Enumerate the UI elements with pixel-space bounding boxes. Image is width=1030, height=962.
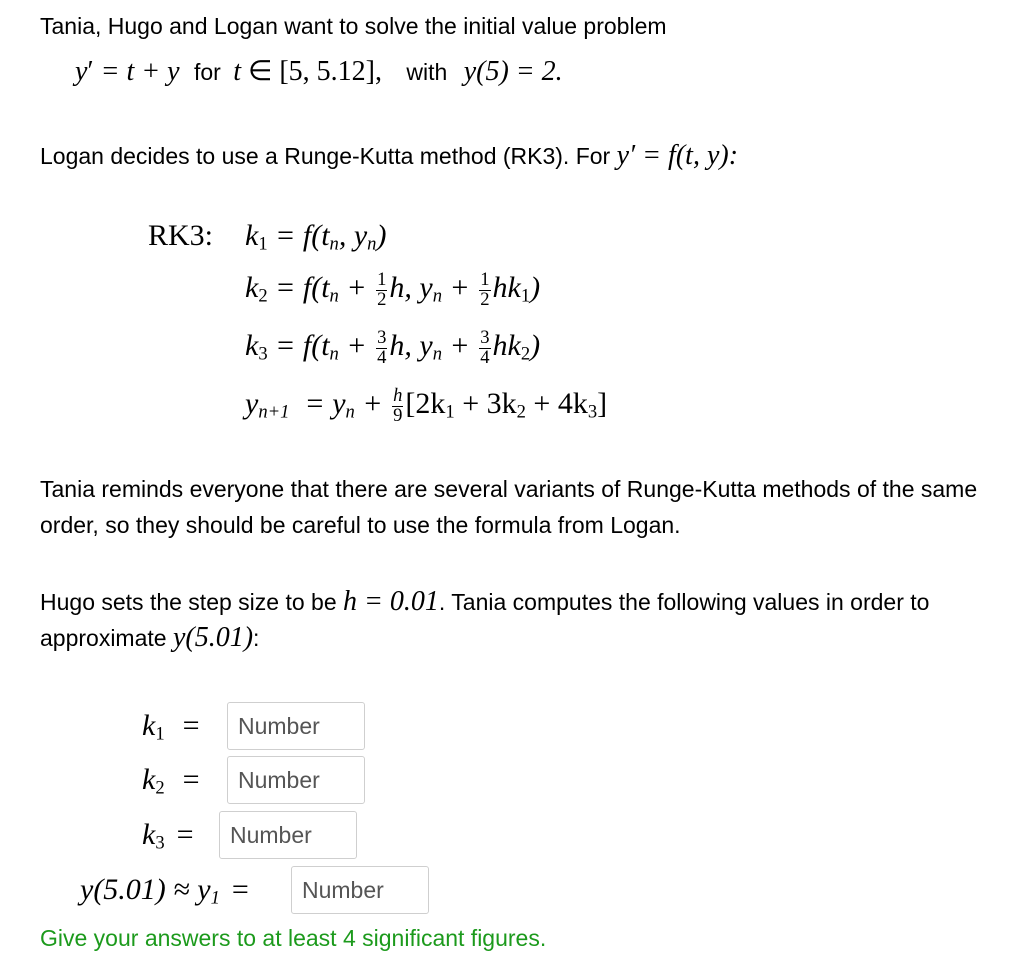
sig-figs-hint: Give your answers to at least 4 significant figures. — [40, 925, 547, 951]
y1-answer-label: $y(5.01) \approx y_1$ = — [80, 873, 249, 909]
ode-equation: y′ = t + y for t ∈ [5, 5.12], with y(5) = 2. — [75, 56, 563, 87]
rk3-k2-equation: $k_2 = f(t_n$ + $\frac{1}{2}$ h, $y_n$ + $\frac{1}{2}$ $hk_1$) — [245, 269, 541, 310]
intro-text: Tania, Hugo and Logan want to solve the initial value problem — [40, 13, 667, 39]
k3-input[interactable] — [219, 811, 357, 859]
tania-text: Tania reminds everyone that there are several variants of Runge-Kutta methods of the same order, so they should be careful to use the formula from Logan. — [40, 476, 978, 538]
k1-answer-label: $k_1$ = — [142, 709, 200, 745]
logan-text: Logan decides to use a Runge-Kutta method (RK3). For y′ = f(t, y): — [40, 140, 739, 171]
hugo-text: Hugo sets the step size to be h = 0.01. Tania computes the following values in order to approximate y(5.01): — [40, 586, 930, 653]
rk3-k1-equation: $k_1 = f(t_n$, $y_n$) — [245, 219, 387, 255]
k2-input[interactable] — [227, 756, 365, 804]
y1-input[interactable] — [291, 866, 429, 914]
k2-answer-label: $k_2$ = — [142, 763, 200, 799]
rk3-label: RK3: — [148, 219, 214, 252]
rk3-update-equation: $y_{n+1} = y_n$ + $\frac{h}{9}$ $[2k_1 + 3k_2 + 4k_3]$ — [245, 385, 608, 426]
k3-answer-label: $k_3$ = — [142, 818, 194, 854]
rk3-k3-equation: $k_3 = f(t_n$ + $\frac{3}{4}$ h, $y_n$ + $\frac{3}{4}$ $hk_2$) — [245, 327, 541, 368]
k1-input[interactable] — [227, 702, 365, 750]
